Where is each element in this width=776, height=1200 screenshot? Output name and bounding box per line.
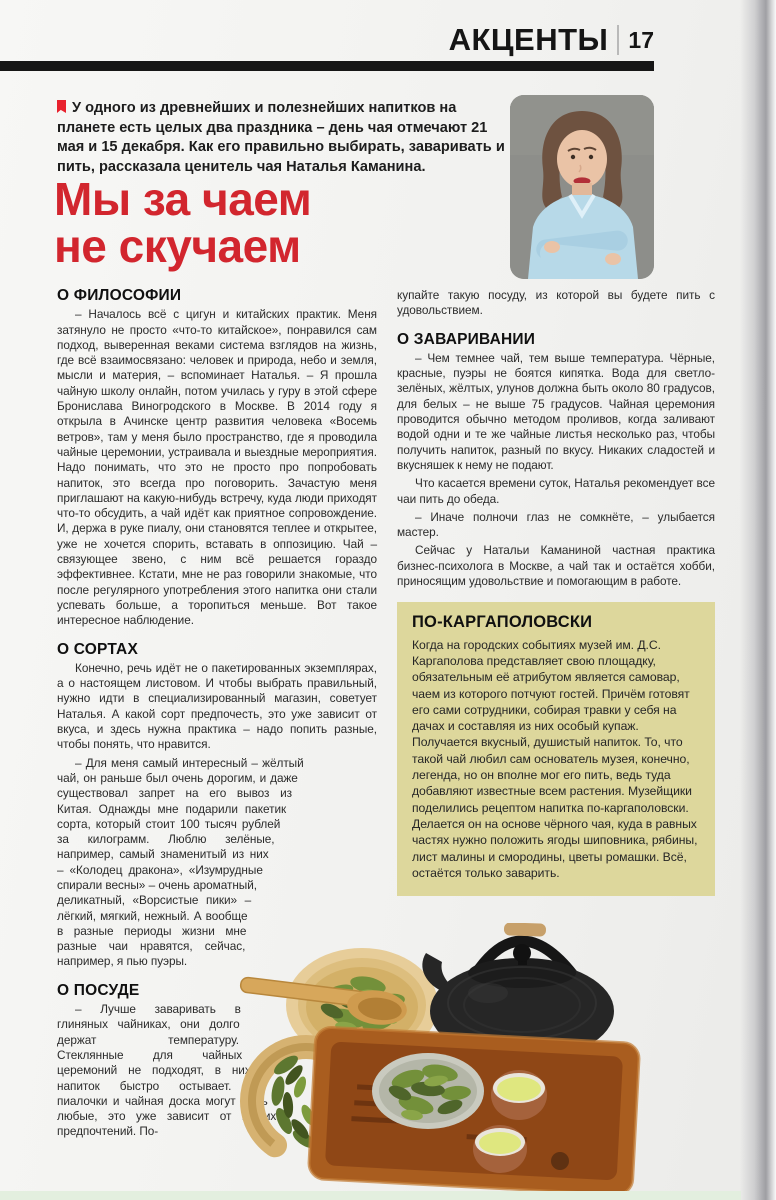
philosophy-paragraph: – Началось всё с цигун и китайских практик. Меня затянуло не просто «что-то китайское», понравился сам подход, выверенная веками система взглядов на жизнь, где всё взаимосвязано: человек и природа, небо и земля, мысли и материя, – вспоминает Наталья. – Я прошла чайную школу онлайн, потом училась у гуру в этой сфере Бронислава Виногродского в Москве. В 2014 году я открыла в Ачинске центр развития человека «Восемь ветров», там у меня было пространство, где я проводила чайные церемонии, устраивала и выездные мероприятия. Надо понимать, что это не просто про попробовать напиток, это всегда про поговорить. Зачастую меня приглашают на какую-нибудь встречу, куда люди приходят что-то обсудить, а чай идёт как приятное сопровождение. И, держа в руке пиалу, они становятся теплее и открытее, уже не хочется спорить, вставать в оппозицию. Чай – связующее звено, с ним всё решается гораздо эффективнее. Кстати, мне не раз говорили знакомые, что после регулярного употребления этого напитка они стали успевать больше, а торопиться меньше. Вот такое интересное наблюдение.	[57, 307, 377, 628]
tea-collage-illustration	[228, 923, 673, 1195]
section-heading-brewing: О ЗАВАРИВАНИИ	[397, 330, 536, 348]
continuation-paragraph: купайте такую посуду, из которой вы будете пить с удовольствием.	[397, 288, 715, 318]
brewing-paragraph-1: – Чем темнее чай, тем выше температура. Чёрные, красные, пуэры не боятся кипятка. Вода для светло-зелёных, жёлтых, улунов должна быть около 80 градусов, для белых – не выше 75 градусов. Чайная церемония проводится обычно методом проливов, когда заливают водой одни и те же чайные листья несколько раз, чтобы получить напиток, разный по вкусу. Никаких сладостей и вкусняшек к нему не подают.	[397, 350, 715, 472]
tea-cup-illustration	[473, 1125, 527, 1173]
column-right	[397, 288, 715, 896]
leaf-plate-illustration	[372, 1053, 484, 1129]
section-title: АКЦЕНТЫ	[448, 22, 609, 57]
tea-cup-illustration	[491, 1070, 547, 1120]
headline-line-2: не скучаем	[54, 220, 301, 272]
woman-portrait-illustration	[510, 95, 654, 279]
lead-paragraph: У одного из древнейших и полезнейших напитков на планете есть целых два праздника – день чая отмечают 21 мая и 15 декабря. Как его правильно выбирать, заваривать и пить, рассказала ценитель чая Наталья Каманина.	[57, 100, 505, 175]
page-number: 17	[628, 26, 654, 53]
lead-paragraph-wrap	[57, 99, 517, 177]
portrait-photo	[510, 95, 654, 279]
page-curl-shadow	[740, 0, 776, 1200]
headline-line-1: Мы за чаем	[54, 173, 312, 225]
footer-strip	[0, 1191, 741, 1200]
info-box-title: ПО-КАРГАПОЛОВСКИ	[412, 613, 593, 632]
tea-collage	[228, 923, 673, 1195]
masthead	[0, 22, 654, 58]
headline	[54, 173, 312, 272]
brewing-paragraph-2: Что касается времени суток, Наталья рекомендует все чаи пить до обеда.	[397, 476, 715, 506]
brewing-paragraph-4: Сейчас у Натальи Каманиной частная практика бизнес-психолога в Москве, а чай так и остаётся хобби, приносящим удовольствие и помогающим в работе.	[397, 543, 715, 589]
varieties-paragraph-1: Конечно, речь идёт не о пакетированных экземплярах, а о настоящем листовом. И чтобы выбрать правильный, нужно идти в специализированный магазин, советует Наталья. А какой сорт предпочесть, это уже зависит от вкуса, и здесь нужна практика – надо попить разные, чтобы понять, что нравится.	[57, 660, 377, 752]
red-bookmark-icon	[57, 100, 66, 113]
tableware-paragraph: – Лучше заваривать в глиняных чайниках, они долго держат температуру. Стеклянные для чайных церемоний не подходят, в них напиток быстро остывает. А пиалочки и чайная доска могут быть любые, это уже зависит от ваших предпочтений. По-	[57, 1002, 277, 1139]
section-heading-varieties: О СОРТАХ	[57, 640, 138, 658]
info-box-text: Когда на городских событиях музей им. Д.С. Каргаполова представляет свою площадку, обязательным её атрибутом является самовар, чаем из которого потчуют гостей. Причём готовят его сами сотрудники, собирая травки у себя на дачах и составляя из них особый купаж. Получается вкусный, душистый напиток. То, что такой чай любил сам основатель музея, конечно, легенда, но он вполне мог его пить, ведь туда добавляют известные всем растения. Музейщики поделились рецептом напитка по-каргаполовски. Делается он на основе чёрного чая, куда в равных частях нужно положить ягоды шиповника, рябины, лист малины и смородины, цветы ромашки. Всё, остаётся только заварить.	[412, 637, 698, 880]
masthead-divider	[617, 25, 619, 55]
info-box	[397, 602, 715, 896]
section-heading-tableware: О ПОСУДЕ	[57, 981, 140, 999]
section-heading-philosophy: О ФИЛОСОФИИ	[57, 287, 182, 304]
varieties-paragraph-2: – Для меня самый интересный – жёлтый чай, он раньше был очень дорогим, и даже существовал запрет на его вывоз из Китая. Однажды мне подарили пакетик сорта, который стоит 100 тысяч рублей за килограмм. Люблю зелёные, например, самый знаменитый из них – «Колодец дракона», «Изумрудные спирали весны» – очень ароматный, деликатный, «Ворсистые пики» – лёгкий, мягкий, нежный. А вообще в разные периоды жизни мне разные чаи нравятся, сейчас, например, я пью пуэры.	[57, 755, 304, 969]
brewing-paragraph-3: – Иначе полночи глаз не сомкнёте, – улыбается мастер.	[397, 509, 715, 540]
masthead-rule	[0, 61, 654, 71]
